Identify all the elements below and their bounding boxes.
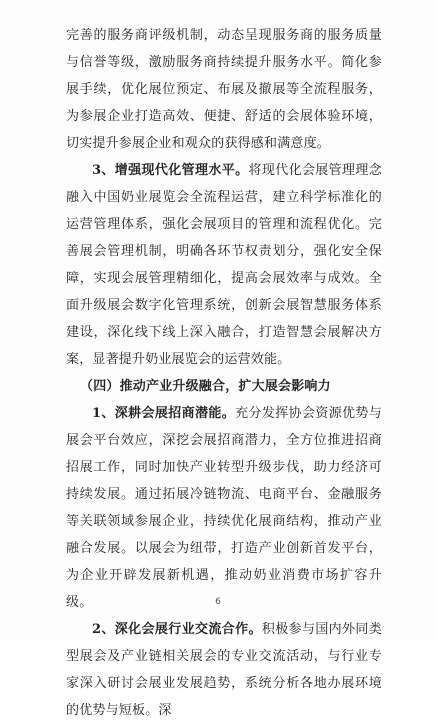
- paragraph-management-level: [66, 157, 382, 373]
- section-heading: （四）推动产业升级融合，扩大展会影响力: [80, 379, 331, 394]
- paragraph-industry-exchange: [66, 616, 382, 724]
- paragraph-continuation: [66, 22, 382, 157]
- paragraph-text: 将现代化会展管理理念融入中国奶业展览会全流程运营，建立科学标准化的运营管理体系，强化会展项目的管理和流程优化。完善展会管理机制，明确各环节权责划分，强化安全保障，实现会展管理精细化，提高会展效率与成效。全面升级展会数字化管理系统，创新会展智慧服务体系建设，深化线下线上深入融合，打造智慧会展解决方案，显著提升奶业展览会的运营效能。: [66, 163, 382, 367]
- paragraph-text: 积极参与国内外同类型展会及产业链相关展会的专业交流活动，与行业专家深入研讨会展业发展趋势，系统分析各地办展环境的优势与短板。深: [66, 622, 382, 718]
- point-lead: 2、深化会展行业交流合作。: [92, 622, 262, 637]
- paragraph-text: 充分发挥协会资源优势与展会平台效应，深挖会展招商潜力，全方位推进招商招展工作，同时加快产业转型升级步伐，助力经济可持续发展。通过拓展冷链物流、电商平台、金融服务等关联领域参展企业，持续优化展商结构，推动产业融合发展。以展会为纽带，打造产业创新首发平台，为企业开辟发展新机遇，推动奶业消费市场扩容升级。: [66, 406, 382, 610]
- paragraph-text: 完善的服务商评级机制，动态呈现服务商的服务质量与信誉等级，激励服务商持续提升服务水平。简化参展手续，优化展位预定、布展及撤展等全流程服务，为参展企业打造高效、便捷、舒适的会展体验环境，切实提升参展企业和观众的获得感和满意度。: [66, 28, 382, 151]
- page-number: 6: [215, 597, 221, 607]
- paragraph-investment-potential: [66, 400, 382, 616]
- point-lead: 1、深耕会展招商潜能。: [92, 406, 236, 421]
- document-body: [66, 22, 382, 724]
- point-lead: 3、增强现代化管理水平。: [92, 163, 249, 178]
